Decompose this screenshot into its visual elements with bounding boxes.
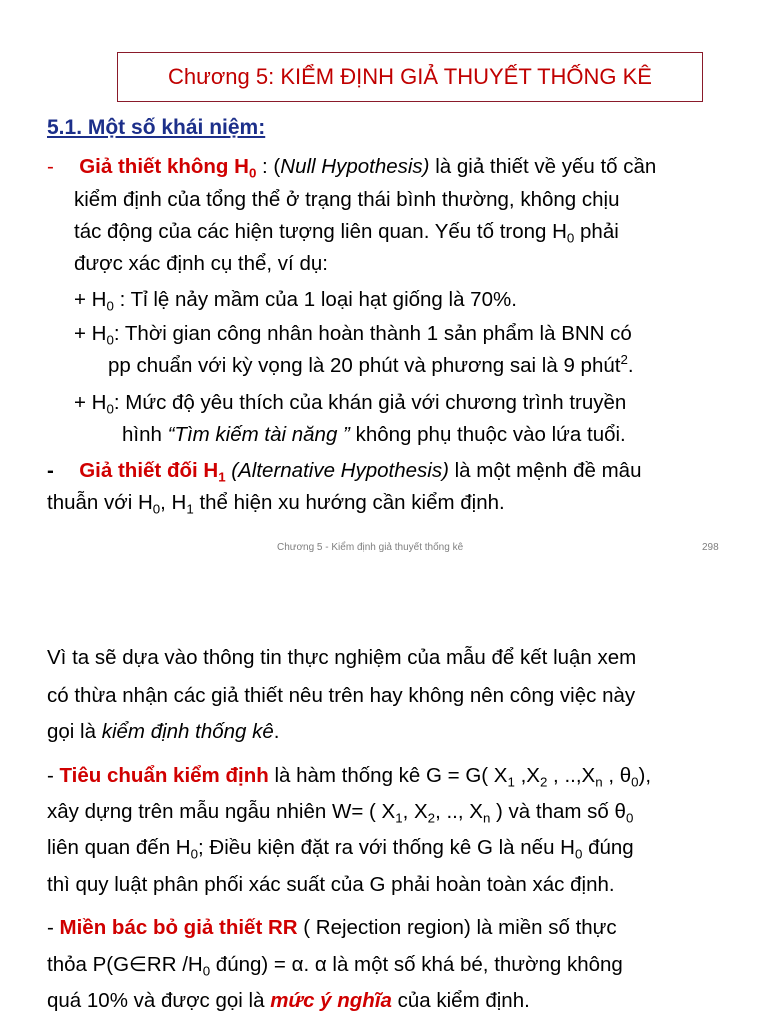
h1-definition-line-1: - Giả thiết đối $H_1$ (Alternative Hypothesis) là một mệnh đề mâu — [47, 459, 642, 485]
rejection-region-line-2: thỏa P(G∈RR $/H_0$ đúng) = α. α là một số khá bé, thường không — [47, 953, 623, 979]
h0-definition-line-1: - Giả thiết không $H_0$ : (Null Hypothesis) là giả thiết về yếu tố cần — [47, 155, 657, 181]
test-statistic-line-4: thì quy luật phân phối xác suất của G phải hoàn toàn xác định. — [47, 873, 615, 896]
paragraph-1-line-3: gọi là kiểm định thống kê. — [47, 720, 280, 743]
example-2-line-2: pp chuẩn với kỳ vọng là 20 phút và phương sai là 9 phút$^2$. — [108, 352, 634, 377]
h0-definition-line-3: tác động của các hiện tượng liên quan. Yếu tố trong $H_0$ phải — [74, 220, 619, 246]
paragraph-1-line-1: Vì ta sẽ dựa vào thông tin thực nghiệm của mẫu để kết luận xem — [47, 646, 637, 669]
example-3-line-2: hình “Tìm kiếm tài năng ” không phụ thuộc vào lứa tuổi. — [122, 423, 626, 446]
significance-level-term: mức ý nghĩa — [270, 989, 392, 1012]
chapter-title — [117, 52, 703, 102]
h0-term: Giả thiết không $H_0$ — [79, 155, 257, 181]
rejection-region-term: Miền bác bỏ giả thiết RR — [59, 916, 298, 939]
rejection-region-line-3: quá 10% và được gọi là mức ý nghĩa của kiểm định. — [47, 989, 530, 1012]
h0-definition-line-2: kiểm định của tổng thể ở trạng thái bình thường, không chịu — [74, 188, 620, 211]
test-statistic-line-1: - Tiêu chuẩn kiểm định là hàm thống kê G = G( $X_1$ $,X_2$ , $..,X_n$ , $\theta_0$), — [47, 764, 652, 790]
example-1: + $H_0$ : Tỉ lệ nảy mầm của 1 loại hạt giống là 70%. — [74, 288, 517, 314]
example-2-line-1: + $H_0$: Thời gian công nhân hoàn thành 1 sản phẩm là BNN có — [74, 322, 632, 348]
slide-footer-text: Chương 5 - Kiểm định giả thuyết thống kê — [277, 542, 464, 553]
rejection-region-line-1: - Miền bác bỏ giả thiết RR ( Rejection region) là miền số thực — [47, 916, 617, 939]
chapter-title-text: Chương 5: KIỂM ĐỊNH GIẢ THUYẾT THỐNG KÊ — [168, 64, 652, 89]
example-3-line-1: + $H_0$: Mức độ yêu thích của khán giả với chương trình truyền — [74, 391, 627, 417]
test-statistic-line-2: xây dựng trên mẫu ngẫu nhiên W= ( $X_1$, $X_2$, .., $X_n$ ) và tham số $\theta_0$ — [47, 800, 634, 826]
h1-term: Giả thiết đối $H_1$ — [79, 459, 226, 485]
paragraph-1-line-2: có thừa nhận các giả thiết nêu trên hay không nên công việc này — [47, 684, 636, 707]
h0-definition-line-4: được xác định cụ thể, ví dụ: — [74, 252, 328, 275]
test-statistic-line-3: liên quan đến $H_0$; Điều kiện đặt ra với thống kê G là nếu $H_0$ đúng — [47, 836, 634, 862]
page-number: 298 — [702, 542, 719, 553]
h1-definition-line-2: thuẫn với $H_0$, $H_1$ thể hiện xu hướng cần kiểm định. — [47, 491, 505, 517]
test-statistic-term: Tiêu chuẩn kiểm định — [59, 764, 269, 787]
section-heading: 5.1. Một số khái niệm: — [47, 116, 266, 139]
